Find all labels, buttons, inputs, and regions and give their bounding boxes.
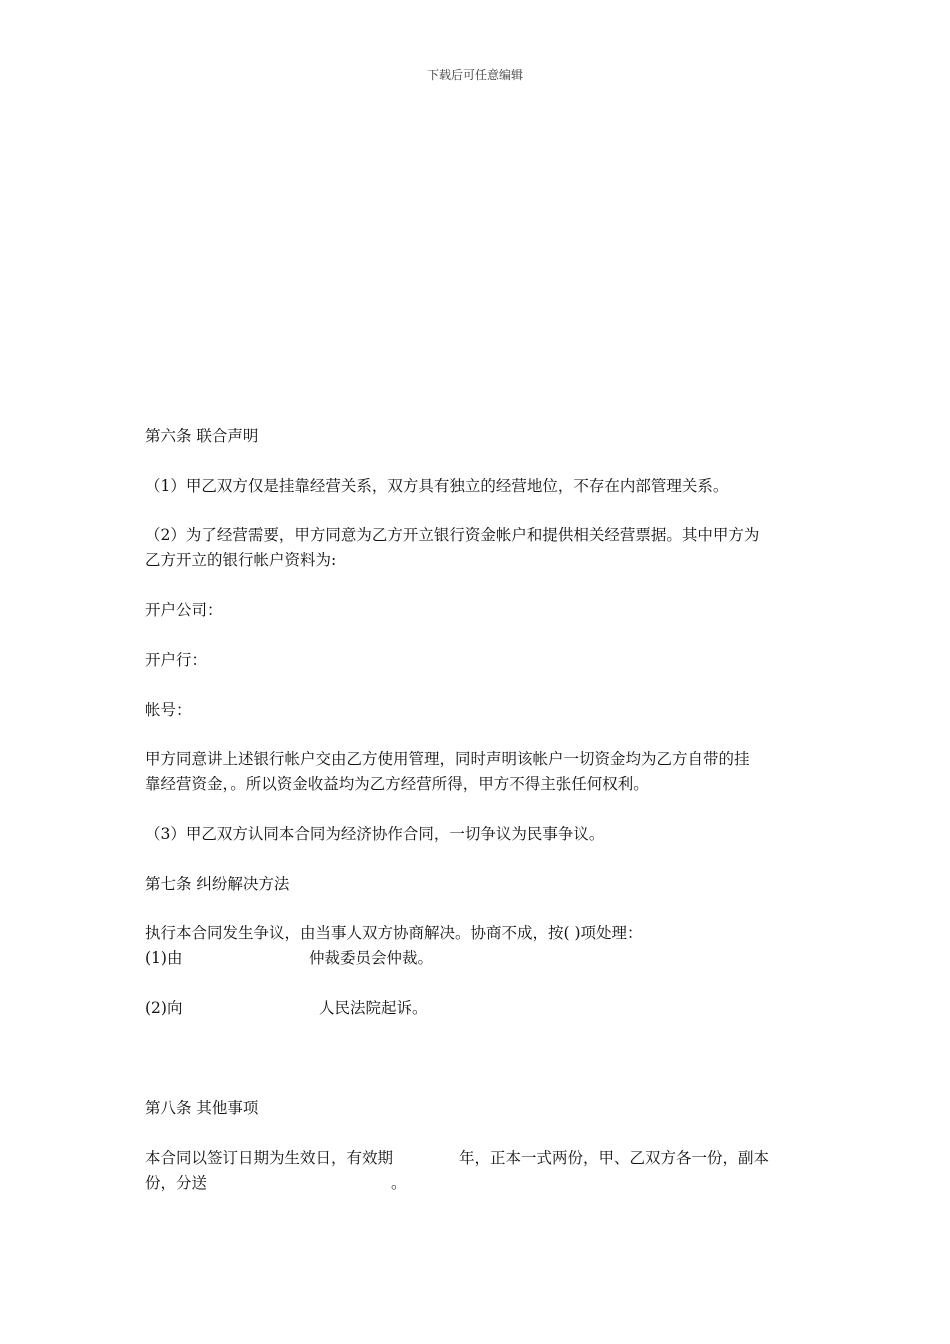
article-7-intro: 执行本合同发生争议，由当事人双方协商解决。协商不成，按( )项处理： (145, 924, 643, 942)
option-1-prefix: (1)由 (145, 949, 183, 967)
article-8-line-1-part-1: 本合同以签订日期为生效日，有效期 (145, 1149, 394, 1167)
article-8-line-2 (145, 1171, 815, 1196)
article-8-line-2-part-1: 份，分送 (145, 1174, 208, 1192)
account-transfer-line-2: 靠经营资金，。所以资金收益均为乙方经营所得，甲方不得主张任何权利。 (145, 775, 649, 793)
option-2-suffix: 人民法院起诉。 (319, 999, 428, 1017)
article-7-title: 第七条 纠纷解决方法 (145, 875, 290, 893)
article-7-option-1 (145, 946, 815, 971)
article-7-option-2 (145, 996, 815, 1021)
account-transfer-line-1: 甲方同意讲上述银行帐户交由乙方使用管理，同时声明该帐户一切资金均为乙方自带的挂 (145, 750, 750, 768)
account-company-label: 开户公司： (145, 601, 223, 619)
account-number-label: 帐号： (145, 701, 192, 719)
option-1-suffix: 仲裁委员会仲裁。 (309, 949, 434, 967)
article-6-title: 第六条 联合声明 (145, 427, 259, 445)
article-8-line-1-part-2: 年，正本一式两份，甲、乙双方各一份，副本 (459, 1149, 770, 1167)
article-6-item-3: （3）甲乙双方认同本合同为经济协作合同，一切争议为民事争议。 (145, 825, 605, 843)
option-2-prefix: (2)向 (145, 999, 183, 1017)
article-8-line-1 (145, 1146, 815, 1171)
article-8-line-2-part-2: 。 (391, 1174, 407, 1192)
header-note: 下载后可任意编辑 (426, 68, 523, 82)
account-bank-label: 开户行： (145, 651, 208, 669)
article-6-item-2-line-2: 乙方开立的银行帐户资料为: (145, 551, 337, 569)
article-6-item-1: （1）甲乙双方仅是挂靠经营关系，双方具有独立的经营地位，不存在内部管理关系。 (145, 477, 729, 495)
article-6-item-2-line-1: （2）为了经营需要，甲方同意为乙方开立银行资金帐户和提供相关经营票据。其中甲方为 (145, 526, 760, 544)
article-8-title: 第八条 其他事项 (145, 1099, 259, 1117)
